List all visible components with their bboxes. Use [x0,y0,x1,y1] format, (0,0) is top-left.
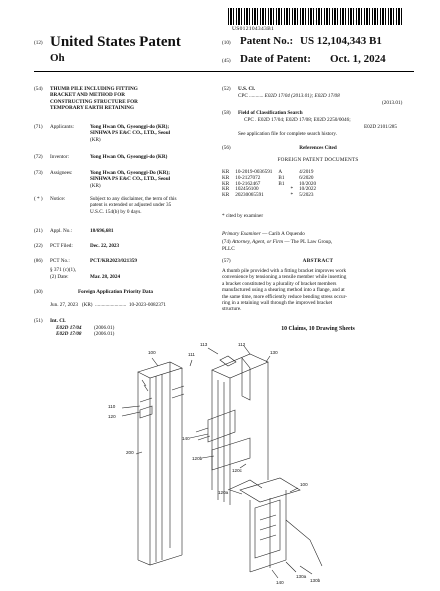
inventor-label: Inventor: [50,154,70,160]
priority-dots: ........................ [95,302,127,308]
assignees [90,170,170,189]
references-heading: References Cited [299,145,337,151]
foreign-doc-row [222,193,322,199]
examiner-row [222,231,305,237]
int-cl-label: Int. Cl. [50,318,66,324]
assignees-label: Assignees: [50,170,73,176]
assignee-line: SINHWA PS E&C CO., LTD., Seoul [90,176,171,183]
cpc-row [238,93,340,99]
applicant-line: (KR) [90,136,101,143]
priority-date: Jun. 27, 2023 [50,302,78,308]
appl-no: 18/696,681 [90,228,114,234]
examiner-label: Primary Examiner [222,231,261,237]
patent-title [50,86,200,112]
notice-line: patent is extended or adjusted under 35 [90,202,172,209]
figure-label: 100 [148,350,156,355]
figure-label: 120a [218,490,229,495]
applicants-label: Applicants: [50,124,74,130]
inventor-surname: Oh [50,52,65,64]
s371-line1: § 371 (c)(1), [50,267,77,273]
field-line2: E02D 2101/285 [364,124,397,130]
code-57: (57) [222,258,231,264]
abstract-line: convenience by tensioning a tensile member while inserting [222,274,347,281]
attorney: — The PL Law Group, [284,239,333,245]
abstract-line: ring in a retaining wall through the improved bracket [222,300,333,307]
figure-label: 140 [276,580,284,585]
s371-date: Mar. 28, 2024 [90,274,121,280]
int-cl-class: E02D 17/04 [56,325,82,331]
foreign-doc-date: 5/2023 [299,192,314,199]
barcode-number: US012104343B1 [232,26,275,32]
appl-no-label: Appl. No.: [50,228,73,234]
foreign-docs-heading: FOREIGN PATENT DOCUMENTS [277,157,359,163]
figure-label: 200 [126,450,134,455]
foreign-doc-country: KR [222,169,230,175]
code-86: (86) [34,258,43,264]
pct-no-label: PCT No.: [50,258,70,264]
figure-label: 140 [182,436,190,441]
abstract-line: A thumb pile provided with a fitting bracket improves work [222,268,347,274]
notice-line: U.S.C. 154(b) by 0 days. [90,208,142,215]
cpc-dots: ........... [249,93,264,99]
figure-label: 100 [300,482,308,487]
date-of-patent: Oct. 1, 2024 [330,53,386,65]
notice-line: Subject to any disclaimer, the term of this [90,196,177,202]
title-line: BRACKET AND METHOD FOR [50,92,125,99]
figure-label: 120b [192,456,203,461]
foreign-doc-date: 4/2019 [299,169,314,175]
abstract-line: structure. [222,306,242,313]
code-21: (21) [34,228,43,234]
code-74: (74) [222,239,231,245]
foreign-doc-date: 10/2020 [299,180,317,187]
foreign-docs-table [222,170,322,199]
foreign-doc-country: KR [222,180,230,187]
figure-label: 120c [232,468,242,473]
figure-label: 130 [270,350,278,355]
abstract-text [222,268,418,313]
figure-label: 111 [188,352,195,357]
field-line3: See application file for complete search history. [238,131,337,137]
foreign-doc-number: 102456100 [235,186,259,193]
field-search-label: Field of Classification Search [238,110,303,116]
attorney-row [222,239,332,245]
abstract-line: a bracket constituted by a plurality of bracket members [222,280,337,287]
abstract-heading: ABSTRACT [302,258,334,264]
figure-label: 110 [108,404,116,409]
foreign-doc-kind: A [278,169,283,175]
cited-by-examiner: * cited by examiner [222,213,264,219]
date-of-patent-label: Date of Patent: [240,53,311,65]
int-cl-row [56,331,114,337]
figure-labels [108,342,321,585]
us-cl-label: U.S. Cl. [238,86,256,92]
foreign-doc-number: 10-2162467 [235,180,261,187]
foreign-doc-cited-mark: * [290,186,294,193]
patent-no-label: Patent No.: [240,35,294,47]
code-12: (12) [34,40,43,46]
foreign-doc-country: KR [222,174,230,181]
figure-label: 120 [108,414,116,419]
inventor: Yong Hwan Oh, Gyeonggi-do (KR) [90,154,168,160]
barcode [228,8,404,25]
notice-text [90,196,177,215]
foreign-doc-kind [278,193,290,199]
cpc-label: CPC [238,93,248,99]
cpc-text: E02D 17/04 (2013.01); E02D 17/08 [264,93,340,99]
code-54: (54) [34,86,43,92]
notice-label: Notice: [50,196,66,202]
priority-heading: Foreign Application Priority Data [78,289,153,295]
notice-code: ( * ) [34,196,43,202]
code-58: (58) [222,110,231,116]
priority-country: (KR) [81,302,93,308]
foreign-doc-number: 10-2019-0036591 [235,169,273,175]
code-51: (51) [34,318,43,324]
cpc-year: (2013.01) [382,100,403,106]
representative-drawing [100,340,420,585]
priority-row [50,302,210,308]
code-45: (45) [222,58,231,64]
int-cl-version: (2006.01) [94,325,115,331]
code-71: (71) [34,124,43,130]
code-72: (72) [34,154,43,160]
attorney-line2: PLLC [222,246,235,252]
foreign-doc-country: KR [222,186,230,193]
code-30: (30) [34,289,43,295]
foreign-doc-kind: B1 [278,180,285,187]
foreign-doc-kind: B1 [278,174,285,181]
int-cl-list [56,325,114,338]
abstract-line: the same time, more efficiently reduce bending stress occur- [222,293,347,300]
code-22: (22) [34,243,43,249]
pct-filed-label: PCT Filed: [50,243,73,249]
examiner: — Carib A Oquendo [262,231,305,237]
foreign-doc-number: 10-2127072 [235,174,261,181]
int-cl-version: (2006.01) [94,331,115,338]
code-52: (52) [222,86,231,92]
foreign-doc-country: KR [222,192,230,199]
foreign-doc-date: 6/2020 [299,174,314,181]
claims-summary: 10 Claims, 10 Drawing Sheets [281,326,355,332]
applicant-line: Yong Hwan Oh, Gyeonggi-do (KR); [90,124,170,130]
foreign-doc-date: 10/2022 [299,186,317,193]
pct-no: PCT/KR2023/021359 [90,258,137,264]
s371-line2: (2) Date: [50,274,69,280]
title-line: TEMPORARY EARTH RETAINING [50,105,135,112]
figure-label: 112 [238,342,246,347]
foreign-doc-cited-mark: * [290,192,294,199]
applicant-line: SINHWA PS E&C CO., LTD., Seoul [90,130,171,137]
foreign-doc-number: 20230065591 [235,192,264,199]
applicants [90,124,170,143]
assignee-line: (KR) [90,182,101,189]
figure-label: 130a [296,574,307,579]
field-line1: CPC . E02D 17/04; E02D 17/08; E02D 2250/0046; [244,117,351,123]
pct-filed: Dec. 22, 2023 [90,243,120,249]
code-73: (73) [34,170,43,176]
code-56: (56) [222,145,231,151]
title-line: CONSTRUCTING STRUCTURE FOR [50,98,138,105]
figure-label: 130b [310,578,321,583]
priority-no: 10-2023-0082371 [128,302,167,308]
header-rule [34,71,414,72]
code-10: (10) [222,40,231,46]
title-line: THUMB PILE INCLUDING FITTING [50,86,138,92]
figure-label: 113 [200,342,208,347]
assignee-line: Yong Hwan Oh, Gyeonggi-Do (KR); [90,170,170,176]
int-cl-class: E02D 17/08 [56,331,82,338]
patent-number: US 12,104,343 B1 [300,35,382,47]
abstract-line: manufactured using a shearing method into a flange, and at [222,287,345,294]
document-type: United States Patent [50,34,181,50]
attorney-label: Attorney, Agent, or Firm [231,239,284,245]
